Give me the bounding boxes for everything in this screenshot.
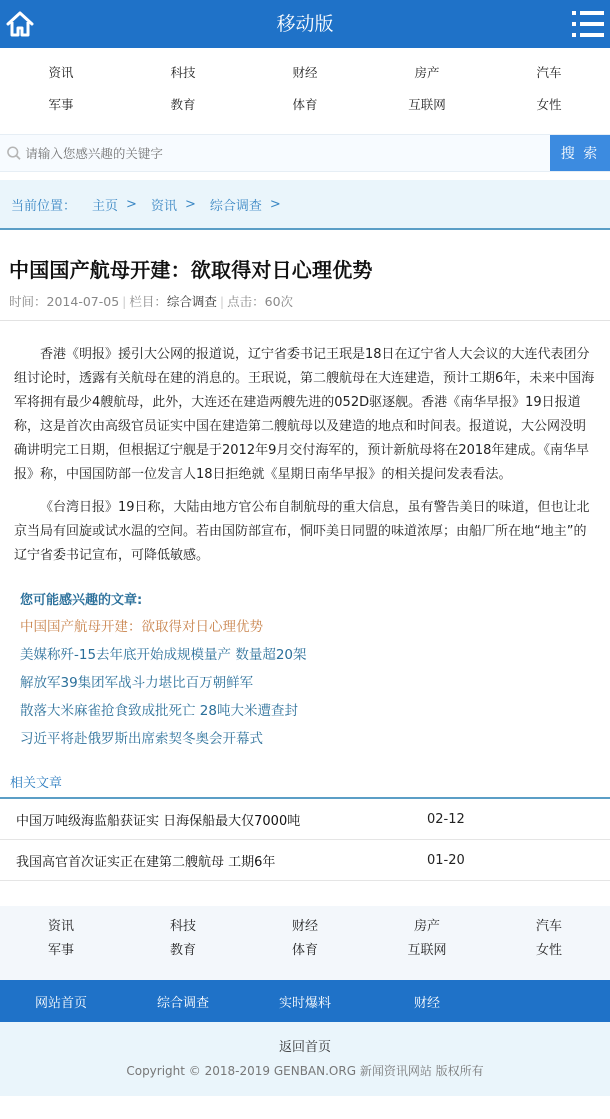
suggested-link[interactable]: 中国国产航母开建：欲取得对日心理优势 bbox=[20, 619, 263, 635]
nav-item-tech[interactable]: 科技 bbox=[170, 65, 196, 80]
article-paragraph: 《台湾日报》19日称，大陆由地方官公布自制航母的重大信息，虽有警告美日的味道，但也让北京当局有回旋或试水温的空间。若由国防部宣布，恫吓美日同盟的味道浓厚；由船厂所在地“地主”的辽宁省委书记宣布，可降低敏感。 bbox=[14, 500, 590, 563]
category-label: 栏目： bbox=[129, 294, 167, 309]
footer-link-bar bbox=[0, 980, 610, 1022]
article-paragraph: 香港《明报》援引大公网的报道说，辽宁省委书记王珉是18日在辽宁省人大会议的大连代表团分组讨论时，透露有关航母在建的消息的。王珉说，第二艘航母在大连建造，预计工期6年，未来中国海军将拥有最少4艘航母，此外，大连还在建造两艘先进的052D驱逐舰。香港《南华早报》19日报道称，这是首次由高级官员证实中国在建造第二艘航母以及建造的地点和时间表。报道说，大公网没明确讲明完工日期，但根据辽宁舰是于2012年9月交付海军的，预计新航母将在2018年建成。《南华早报》称，中国国防部一位发言人18日拒绝就《星期日南华早报》的相关提问发表看法。 bbox=[14, 347, 595, 482]
related-title[interactable]: 中国万吨级海监船获证实 日海保船最大仅7000吨 bbox=[16, 813, 301, 829]
footer-nav-item-tech[interactable]: 科技 bbox=[169, 919, 196, 934]
meta-divider: | bbox=[219, 294, 225, 309]
related-row[interactable] bbox=[0, 840, 610, 881]
article-title: 中国国产航母开建：欲取得对日心理优势 bbox=[9, 258, 373, 282]
breadcrumb-news[interactable]: 资讯 bbox=[150, 198, 177, 214]
page-footer bbox=[0, 1022, 610, 1096]
breadcrumb-separator: > bbox=[126, 196, 137, 212]
footer-link-home[interactable]: 网站首页 bbox=[34, 995, 87, 1011]
related-heading: 相关文章 bbox=[0, 773, 610, 799]
footer-nav-item-education[interactable]: 教育 bbox=[169, 943, 196, 958]
suggested-articles bbox=[0, 577, 610, 753]
article-time: 2014-07-05 bbox=[46, 294, 120, 309]
related-date: 02-12 bbox=[427, 811, 465, 827]
category-nav bbox=[0, 48, 610, 122]
related-date: 01-20 bbox=[427, 852, 465, 868]
breadcrumb bbox=[0, 180, 610, 230]
nav-item-auto[interactable]: 汽车 bbox=[536, 65, 562, 80]
related-row[interactable] bbox=[0, 799, 610, 840]
clicks-label: 点击： bbox=[227, 294, 265, 309]
nav-item-internet[interactable]: 互联网 bbox=[408, 97, 446, 112]
footer-link-survey[interactable]: 综合调查 bbox=[156, 995, 209, 1011]
footer-link-finance[interactable]: 财经 bbox=[413, 995, 440, 1011]
suggested-link[interactable]: 散落大米麻雀抢食致成批死亡 28吨大米遭查封 bbox=[20, 703, 298, 719]
footer-nav-item-realestate[interactable]: 房产 bbox=[413, 919, 440, 934]
search-box bbox=[0, 135, 550, 171]
back-home-link[interactable]: 返回首页 bbox=[278, 1040, 331, 1055]
nav-item-realestate[interactable]: 房产 bbox=[414, 65, 440, 80]
footer-nav-item-news[interactable]: 资讯 bbox=[47, 919, 74, 934]
time-label: 时间： bbox=[9, 294, 47, 309]
suggested-heading: 您可能感兴趣的文章: bbox=[20, 593, 143, 608]
suggested-link[interactable]: 习近平将赴俄罗斯出席索契冬奥会开幕式 bbox=[20, 731, 263, 747]
article-category-link[interactable]: 综合调查 bbox=[166, 294, 217, 309]
footer-nav-item-internet[interactable]: 互联网 bbox=[407, 943, 447, 958]
breadcrumb-separator: > bbox=[269, 196, 281, 212]
search-button[interactable]: 搜 索 bbox=[550, 135, 610, 171]
article-meta bbox=[9, 292, 601, 310]
breadcrumb-survey[interactable]: 综合调查 bbox=[209, 198, 262, 214]
suggested-link[interactable]: 美媒称歼-15去年底开始成规模量产 数量超20架 bbox=[20, 647, 307, 663]
nav-item-women[interactable]: 女性 bbox=[536, 97, 562, 112]
footer-nav-item-finance[interactable]: 财经 bbox=[291, 919, 318, 934]
menu-icon[interactable] bbox=[572, 9, 604, 39]
article-body bbox=[0, 321, 610, 568]
footer-nav-item-military[interactable]: 军事 bbox=[47, 943, 74, 958]
nav-item-finance[interactable]: 财经 bbox=[292, 65, 318, 80]
related-title[interactable]: 我国高官首次证实正在建第二艘航母 工期6年 bbox=[16, 854, 276, 870]
suggested-link[interactable]: 解放军39集团军战斗力堪比百万朝鲜军 bbox=[20, 675, 254, 691]
article-header bbox=[0, 240, 610, 321]
meta-divider: | bbox=[122, 294, 127, 309]
breadcrumb-separator: > bbox=[184, 196, 196, 212]
footer-nav-item-sports[interactable]: 体育 bbox=[291, 943, 318, 958]
divider bbox=[0, 122, 610, 134]
site-title: 移动版 bbox=[276, 13, 334, 35]
footer-link-live[interactable]: 实时爆料 bbox=[278, 995, 331, 1011]
footer-nav-item-auto[interactable]: 汽车 bbox=[535, 919, 562, 934]
footer-category-nav bbox=[0, 906, 610, 980]
top-header bbox=[0, 0, 610, 48]
search-input[interactable] bbox=[25, 146, 550, 161]
breadcrumb-prefix: 当前位置： bbox=[11, 198, 77, 214]
search-icon bbox=[6, 145, 21, 161]
nav-item-education[interactable]: 教育 bbox=[170, 97, 196, 112]
article-clicks: 60次 bbox=[264, 294, 294, 309]
nav-item-sports[interactable]: 体育 bbox=[292, 97, 318, 112]
nav-item-military[interactable]: 军事 bbox=[48, 97, 74, 112]
search-bar bbox=[0, 134, 610, 172]
nav-item-news[interactable]: 资讯 bbox=[48, 65, 74, 80]
breadcrumb-home[interactable]: 主页 bbox=[92, 198, 119, 214]
copyright: Copyright © 2018-2019 GENBAN.ORG 新闻资讯网站 版权所有 bbox=[126, 1064, 484, 1078]
footer-nav-item-women[interactable]: 女性 bbox=[535, 943, 562, 958]
